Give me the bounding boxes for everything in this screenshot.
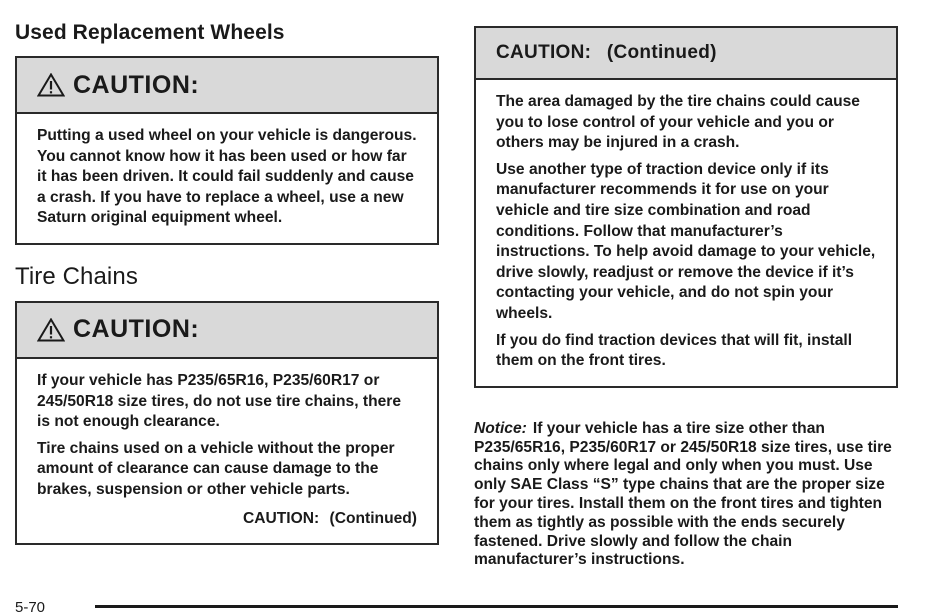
notice-label: Notice: [474,419,527,437]
notice-block [474,420,898,570]
caution-label: CAUTION: [73,70,200,99]
caution-body [17,114,437,243]
section-title-used-replacement-wheels: Used Replacement Wheels [15,21,285,44]
caution-paragraph: Tire chains used on a vehicle without the proper amount of clearance can cause damage to the brakes, suspension or other vehicle parts. [37,439,395,498]
caution-paragraph: If your vehicle has P235/65R16, P235/60R17 or 245/50R18 size tires, do not use tire chains, there is not enough clearance. [37,371,402,431]
caution-header-continued [476,28,896,80]
caution-label: CAUTION: [73,315,200,344]
page-number: 5-70 [15,599,46,616]
left-column [15,20,439,545]
notice-text: If your vehicle has a tire size other than P235/65R16, P235/60R17 or 245/50R18 size tires, use tire chains only where legal and only when you must. Use only SAE Class “S” type chains that are the proper size for your tires. Install them on the front tires and tighten them as tightly as possible with the ends securely fastened. Drive slowly and follow the chain manufacturer’s instructions. [474,419,892,569]
caution-body [17,359,437,543]
caution-paragraph: If you do find traction devices that will fit, install them on the front tires. [496,331,853,370]
section-title-tire-chains: Tire Chains [15,262,138,290]
caution-box-used-wheels [15,56,439,245]
footer-rule [95,605,898,608]
warning-triangle-icon [37,318,65,342]
caution-continued-label: CAUTION: (Continued) [242,509,417,527]
right-column [474,26,898,570]
caution-box-continued [474,26,898,388]
caution-header [17,58,437,114]
caution-header [17,303,437,359]
caution-body [476,80,896,386]
caution-paragraph: Use another type of traction device only if its manufacturer recommends it for use on your vehicle and tire size combination and road conditions. Follow that manufacturer’s instructions. To help avoid damage to your vehicle, drive slowly, readjust or remove the device if it’s contacting your vehicle, and do not spin your wheels. [496,160,876,322]
warning-triangle-icon [37,73,65,97]
caution-box-tire-chains [15,301,439,545]
caution-continued-header: CAUTION: (Continued) [496,42,717,63]
caution-paragraph: Putting a used wheel on your vehicle is dangerous. You cannot know how it has been used or how far it has been driven. It could fail suddenly and cause a crash. If you have to replace a wheel, use a new Saturn original equipment wheel. [37,127,417,227]
caution-paragraph: The area damaged by the tire chains could cause you to lose control of your vehicle and you or others may be injured in a crash. [496,93,860,152]
